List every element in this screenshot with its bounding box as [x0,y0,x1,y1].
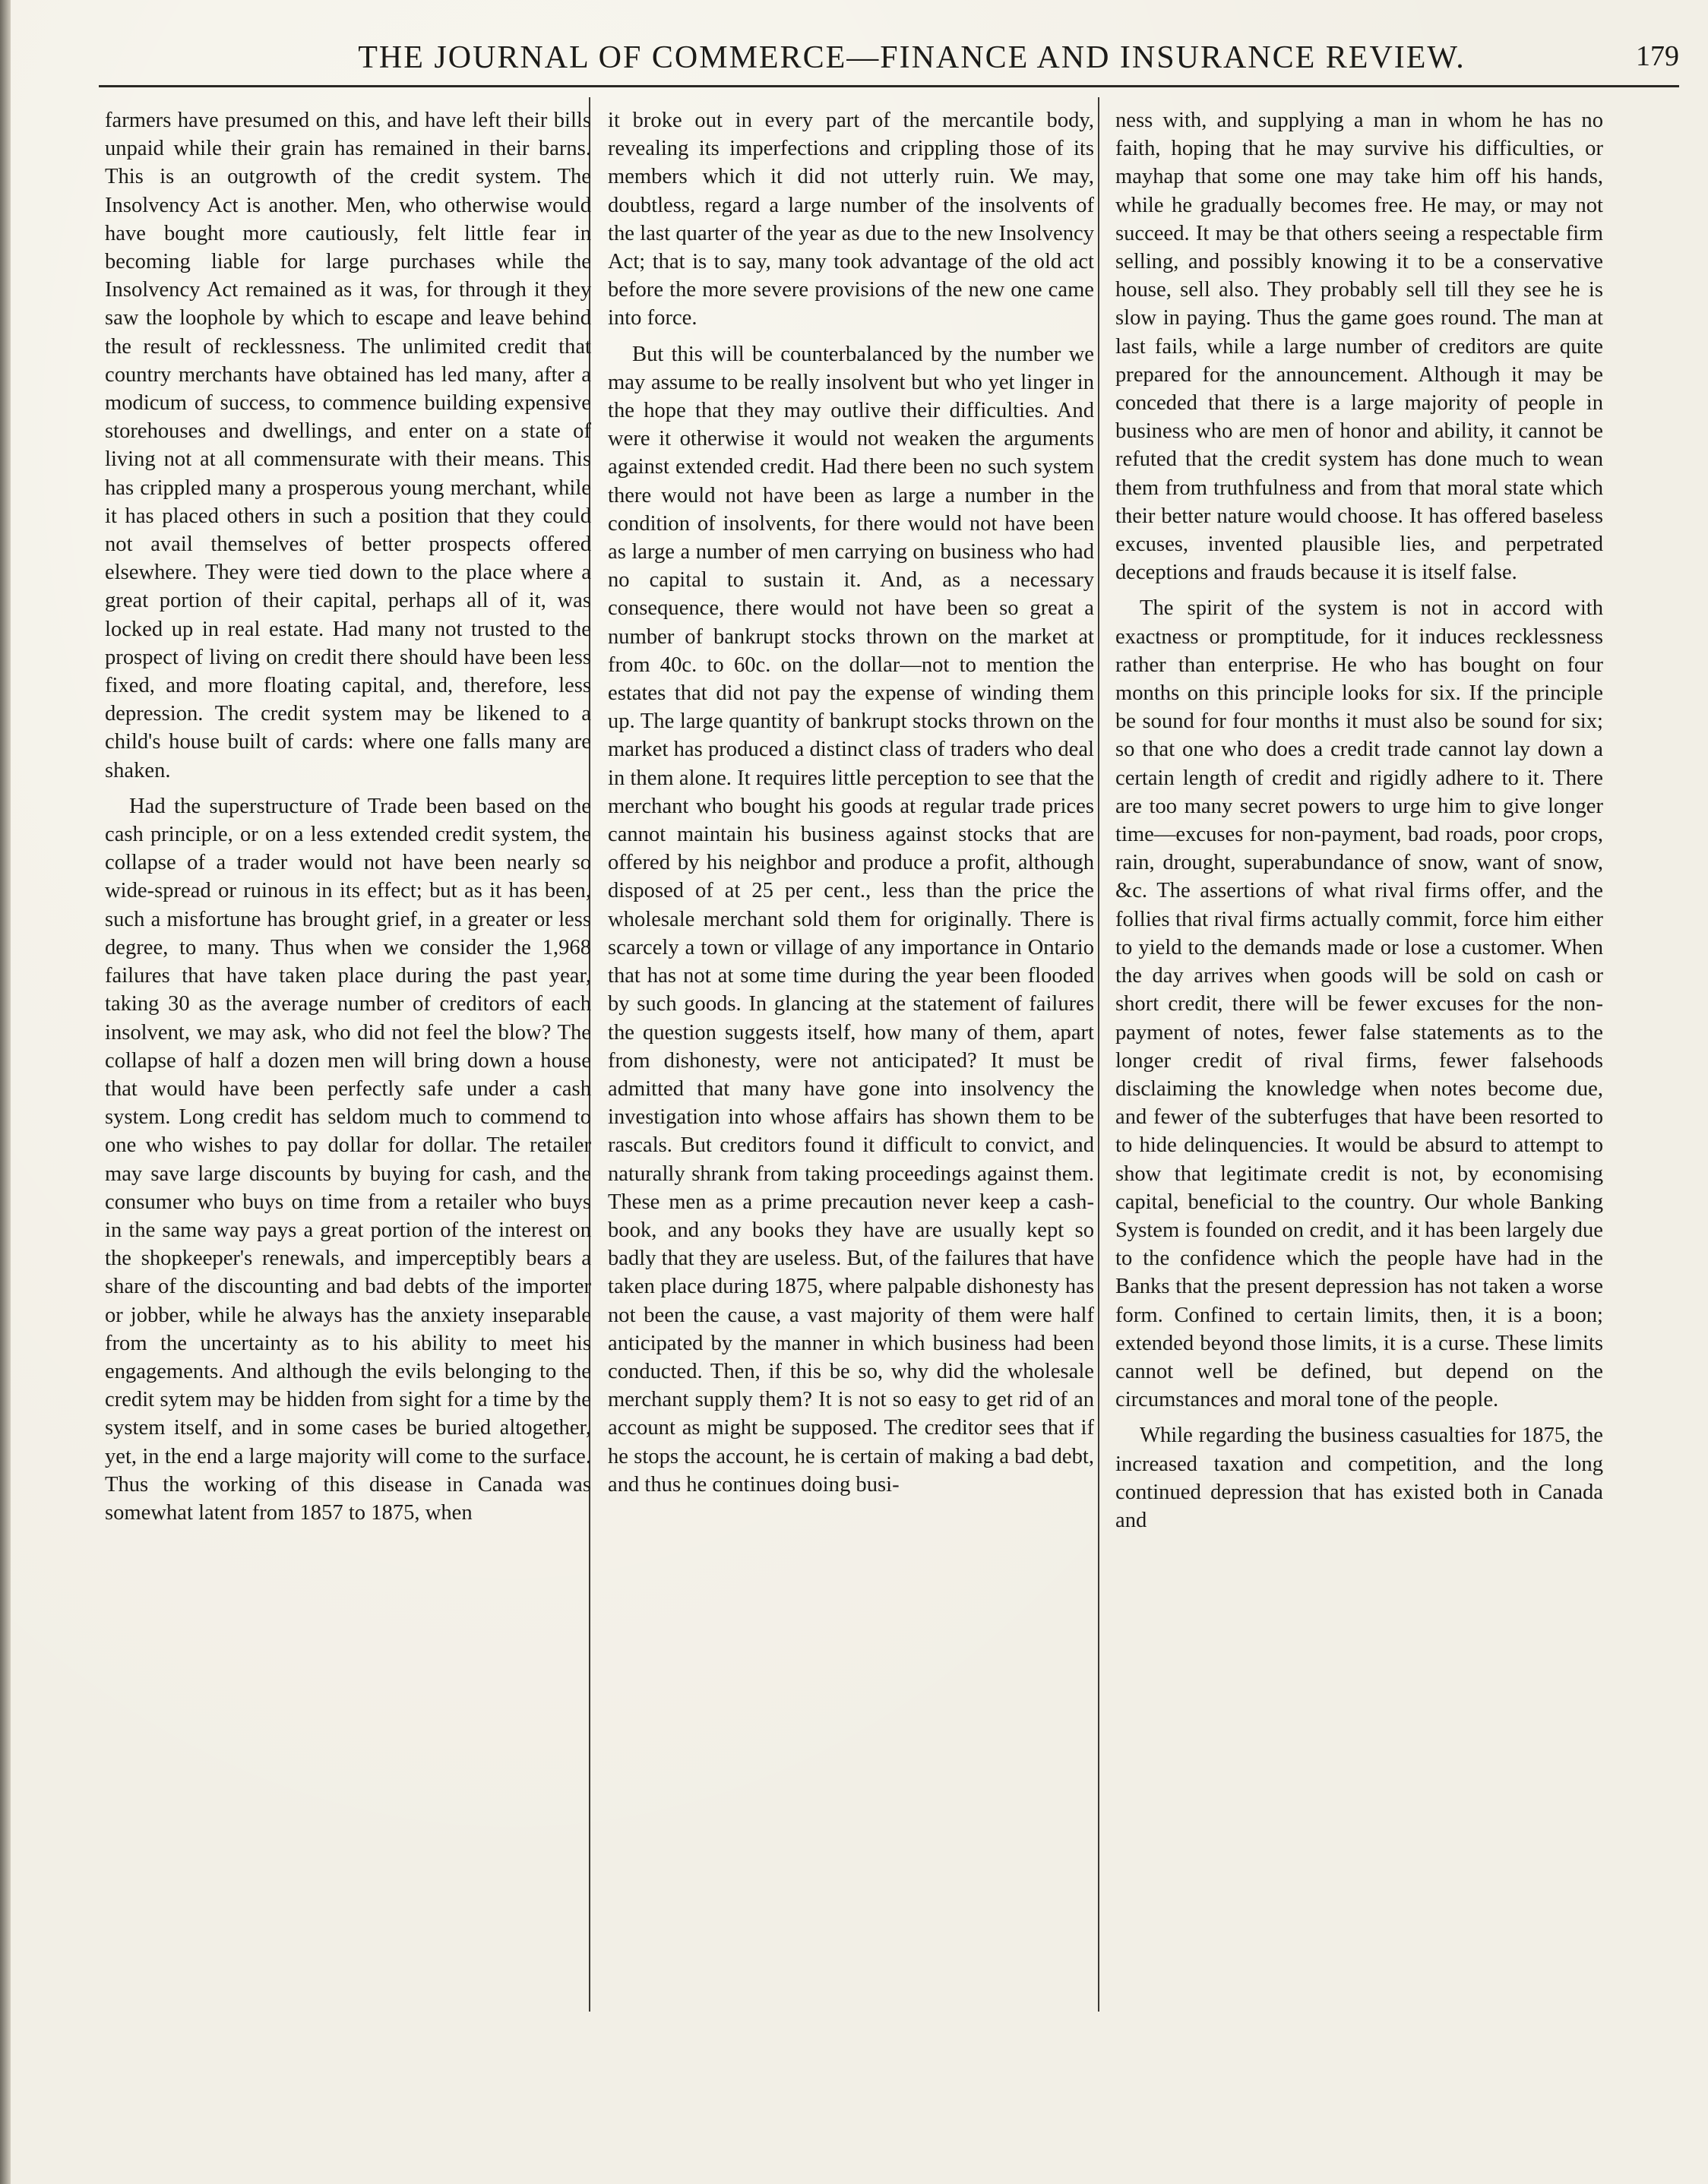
article-column-3 [1115,106,1603,1534]
paragraph: While regarding the business casualties for 1875, the increased taxation and competition, and the long continued depression that has existed both in Canada and [1115,1424,1603,1532]
journal-title: THE JOURNAL OF COMMERCE—FINANCE AND INSURANCE REVIEW. [358,40,1466,75]
paragraph: farmers have presumed on this, and have left their bills unpaid while their grain has remained in their barns. This is an outgrowth of the credit system. The Insolvency Act is another. Men, who otherwise would have bought more cautiously, felt little fear in becoming liable for large purchases while the Insolvency Act remained as it was, for through it they saw the loophole by which to escape and leave behind the result of recklessness. The unlimited credit that country merchants have obtained has led many, after a modicum of success, to commence building expensive storehouses and dwellings, and enter on a state of living not at all commensurate with their means. This has crippled many a prosperous young merchant, while it has placed others in such a position that they could not avail themselves of better prospects offered elsewhere. They were tied down to the place where a great portion of their capital, perhaps all of it, was locked up in real estate. Had many not trusted to the prospect of living on credit there should have been less fixed, and more floating capital, and, therefore, less depression. The credit system may be likened to a child's house built of cards: where one falls many are shaken. [105,109,591,782]
article-column-2 [608,106,1094,1499]
paragraph: ness with, and supplying a man in whom he has no faith, hoping that he may survive his difficulties, or mayhap that some one may take him off his hands, while he gradually becomes free. He may, or may not succeed. It may be that others seeing a respectable firm selling, and possibly knowing it to be a conservative house, sell also. They probably sell till they see he is slow in paying. Thus the game goes round. The man at last fails, while a large number of creditors are quite prepared for the announcement. Although it may be conceded that there is a large majority of people in business who are men of honor and ability, it cannot be refuted that the credit system has done much to wean them from truthfulness and from that moral state which their better nature would choose. It has offered baseless excuses, invented plausible lies, and perpetrated deceptions and frauds because it is itself false. [1115,109,1603,585]
article-column-1 [105,106,591,1527]
page-header [99,40,1679,85]
column-divider [1098,97,1099,2012]
paragraph: But this will be counterbalanced by the number we may assume to be really insolvent but who yet linger in the hope that they may outlive their difficulties. And were it otherwise it would not weaken the arguments against extended credit. Had there been no such system there would not have been as large a number in the condition of insolvents, for there would not have been as large a number of men carrying on business who had no capital to sustain it. And, as a necessary consequence, there would not have been so great a number of bankrupt stocks thrown on the market at from 40c. to 60c. on the dollar—not to mention the estates that did not pay the expense of winding them up. The large quantity of bankrupt stocks thrown on the market has produced a distinct class of traders who deal in them alone. It requires little perception to see that the merchant who bought his goods at regular trade prices cannot maintain his business against stocks that are offered by his neighbor and produce a profit, although disposed of at 25 per cent., less than the price the wholesale merchant sold them for originally. There is scarcely a town or village of any importance in Ontario that has not at some time during the year been flooded by such goods. In glancing at the statement of failures the question suggests itself, how many of them, apart from dishonesty, were not anticipated? It must be admitted that many have gone into insolvency the investigation into whose affairs has shown them to be rascals. But creditors found it difficult to convict, and naturally shrank from taking proceedings against them. These men as a prime precaution never keep a cash-book, and any books they have are usually kept so badly that they are useless. But, of the failures that have taken place during 1875, where palpable dishonesty has not been the cause, a vast majority of them were half anticipated by the manner in which business had been conducted. Then, if this be so, why did the wholesale merchant supply them? It is not so easy to get rid of an account as might be supposed. The creditor sees that if he stops the account, he is certain of making a bad debt, and thus he continues doing busi- [608,342,1094,1497]
header-rule [99,85,1679,87]
page-number: 179 [1636,40,1679,72]
paragraph: it broke out in every part of the mercantile body, revealing its imperfections and crippling those of its members which it did not utterly ruin. We may, doubtless, regard a large number of the insolvents of the last quarter of the year as due to the new Insolvency Act; that is to say, many took advantage of the old act before the more severe provisions of the new one came into force. [608,109,1094,330]
page-binding-edge [0,0,11,2184]
paragraph: The spirit of the system is not in accord with exactness or promptitude, for it induces recklessness rather than enterprise. He who has bought on four months on this principle looks for six. If the principle be sound for four months it must also be sound for six; so that one who does a credit trade cannot lay down a certain length of credit and rigidly adhere to it. There are too many secret powers to urge him to give longer time—excuses for non-payment, bad roads, poor crops, rain, drought, superabundance of snow, want of snow, &c. The assertions of what rival firms offer, and the follies that rival firms actually commit, force him either to yield to the demands made or lose a customer. When the day arrives when goods will be sold on cash or short credit, there will be fewer excuses for the non-payment of notes, fewer false statements as to the longer credit of rival firms, fewer falsehoods disclaiming the knowledge when notes become due, and fewer of the subterfuges that have been resorted to to hide delinquencies. It would be absurd to attempt to show that legitimate credit is not, by economising capital, beneficial to the country. Our whole Banking System is founded on credit, and it has been largely due to the confidence which the people have had in the Banks that the present depression has not taken a worse form. Confined to certain limits, then, it is a boon; extended beyond those limits, it is a curse. These limits cannot well be defined, but depend on the circumstances and moral tone of the people. [1115,596,1603,1412]
paragraph: Had the superstructure of Trade been based on the cash principle, or on a less extended credit system, the collapse of a trader would not have been nearly so wide-spread or ruinous in its effect; but as it has been, such a misfortune has brought grief, in a greater or less degree, to many. Thus when we consider the 1,968 failures that have taken place during the past year, taking 30 as the average number of creditors of each insolvent, we may ask, who did not feel the blow? The collapse of half a dozen men will bring down a house that would have been perfectly safe under a cash system. Long credit has seldom much to commend to one who wishes to pay dollar for dollar. The retailer may save large discounts by buying for cash, and the consumer who buys on time from a retailer who buys in the same way pays a great portion of the interest on the shopkeeper's renewals, and imperceptibly bears a share of the discounting and bad debts of the importer or jobber, while he always has the anxiety inseparable from the uncertainty as to his ability to meet his engagements. And although the evils belonging to the credit sytem may be hidden from sight for a time by the system itself, and in some cases be buried altogether, yet, in the end a large majority will come to the surface. Thus the working of this disease in Canada was somewhat latent from 1857 to 1875, when [105,794,591,1525]
